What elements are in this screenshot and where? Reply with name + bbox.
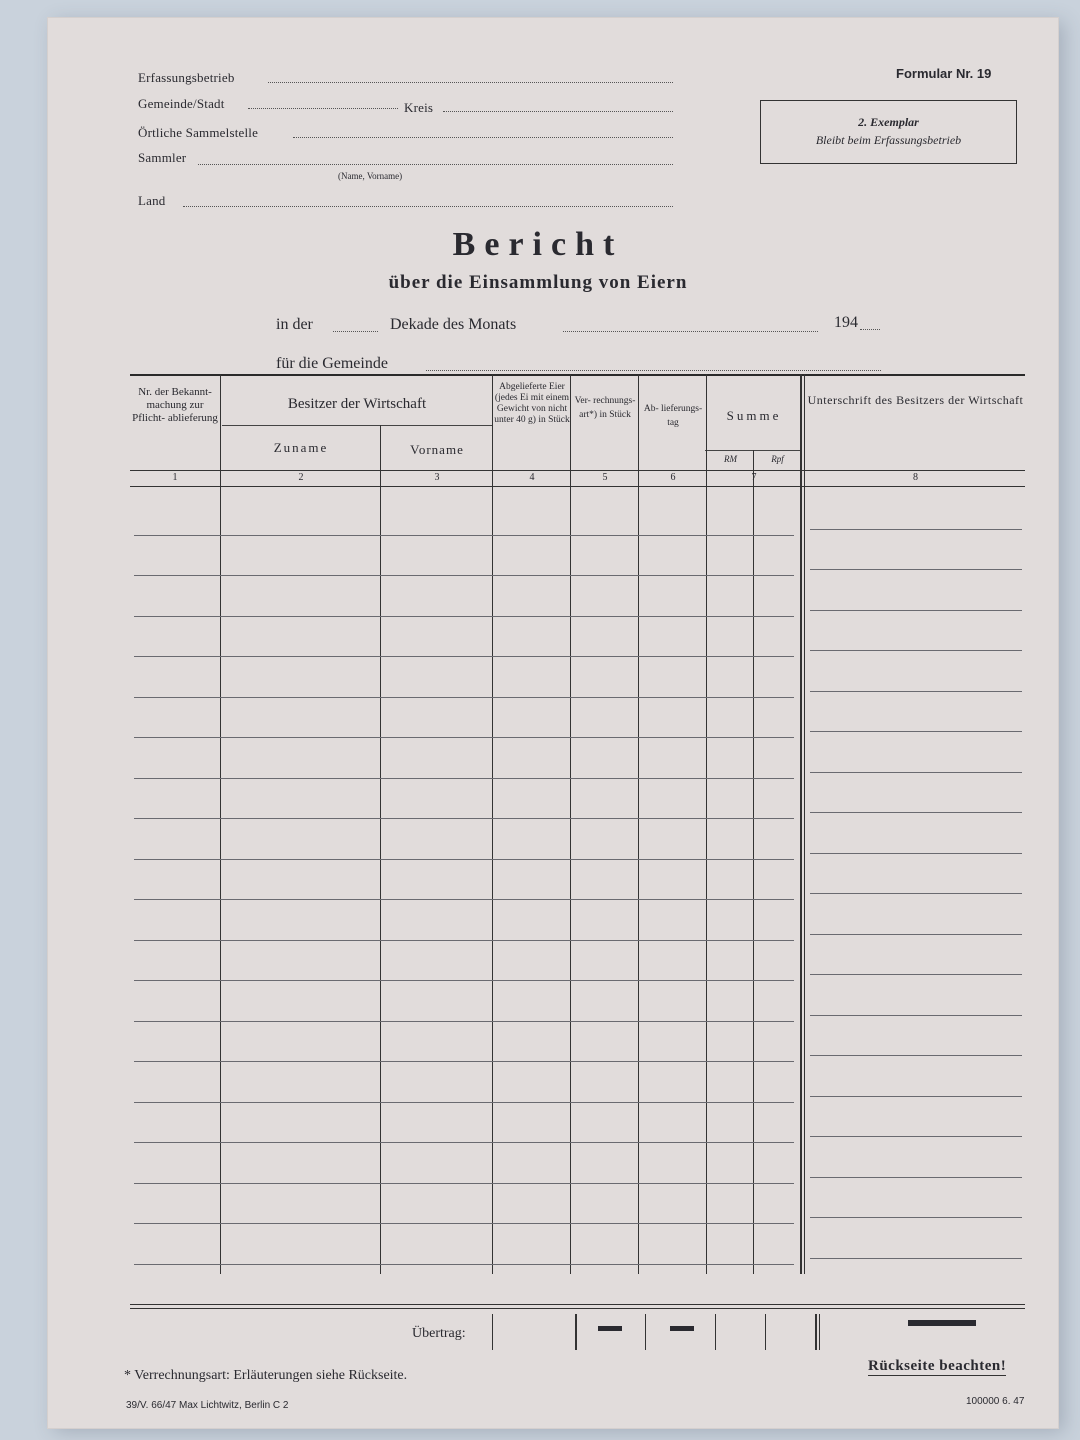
signature-row-line (810, 772, 1022, 773)
table-row-line (134, 1061, 794, 1062)
field-label-kreis: Kreis (404, 100, 434, 115)
ubertrag-label: Übertrag: (412, 1326, 466, 1341)
label-in-der: in der (276, 316, 313, 333)
field-line-year[interactable] (860, 329, 880, 330)
table-row-line (134, 1223, 794, 1224)
signature-row-line (810, 569, 1022, 570)
signature-row-line (810, 812, 1022, 813)
colnum-5: 5 (602, 472, 608, 483)
table-row-line (134, 1264, 794, 1265)
table-row-line (134, 1021, 794, 1022)
ubertrag-mark-5 (598, 1326, 622, 1331)
table-row-line (134, 980, 794, 981)
print-run: 100000 6. 47 (966, 1396, 1025, 1407)
field-line-sammler[interactable] (198, 164, 673, 165)
label-gemeinde: für die Gemeinde (276, 355, 388, 372)
colnum-4: 4 (529, 472, 535, 483)
field-line-kreis[interactable] (443, 111, 673, 112)
field-line-land[interactable] (183, 206, 673, 207)
signature-row-line (810, 1258, 1022, 1259)
colnum-2: 2 (298, 472, 304, 483)
colnum-7: 7 (751, 472, 757, 483)
header-besitzer: Besitzer der Wirtschaft (287, 396, 427, 412)
signature-row-line (810, 1217, 1022, 1218)
colnum-6: 6 (670, 472, 676, 483)
field-label-erfassungsbetrieb: Erfassungsbetrieb (138, 70, 235, 85)
colnum-1: 1 (172, 472, 178, 483)
field-line-monat[interactable] (563, 331, 818, 332)
signature-row-line (810, 934, 1022, 935)
table-body[interactable] (130, 486, 1025, 1276)
table-row-line (134, 1183, 794, 1184)
header-ablieferungstag: Ab- lieferungs- tag (643, 404, 703, 428)
colnum-3: 3 (434, 472, 440, 483)
signature-row-line (810, 853, 1022, 854)
form-number: Formular Nr. 19 (896, 66, 992, 81)
signature-row-line (810, 691, 1022, 692)
footnote-verrechnungsart: * Verrechnungsart: Erläuterungen siehe Rückseite. (124, 1368, 408, 1383)
ubertrag-row (130, 1314, 1025, 1354)
printer-imprint: 39/V. 66/47 Max Lichtwitz, Berlin C 2 (126, 1400, 289, 1411)
field-label-sammelstelle: Örtliche Sammelstelle (138, 125, 259, 140)
form-sheet (48, 18, 1058, 1428)
header-nr-bekanntmachung: Nr. der Bekannt- machung zur Pflicht- ablieferung (132, 386, 218, 424)
table-row-line (134, 656, 794, 657)
header-verrechnungsart: Ver- rechnungs- art*) in Stück (574, 396, 636, 420)
signature-row-line (810, 610, 1022, 611)
header-summe-rpf: Rpf (771, 454, 784, 464)
field-line-erfassungsbetrieb[interactable] (268, 82, 673, 83)
signature-row-line (810, 893, 1022, 894)
field-line-dekade[interactable] (333, 331, 378, 332)
ubertrag-mark-6 (670, 1326, 694, 1331)
table-row-line (134, 575, 794, 576)
signature-row-line (810, 1015, 1022, 1016)
report-table (130, 374, 1025, 1334)
colnum-8: 8 (913, 472, 918, 483)
table-row-line (134, 616, 794, 617)
field-label-land: Land (138, 193, 166, 208)
field-label-sammler: Sammler (138, 150, 187, 165)
header-unterschrift: Unterschrift des Besitzers der Wirtschaft (807, 393, 1024, 407)
header-zuname: Zuname (273, 440, 329, 455)
ubertrag-mark-8 (908, 1320, 976, 1326)
signature-row-line (810, 1096, 1022, 1097)
table-row-line (134, 818, 794, 819)
exemplar-box (760, 100, 1017, 164)
signature-row-line (810, 650, 1022, 651)
table-row-line (134, 859, 794, 860)
exemplar-line1: 2. Exemplar (858, 115, 919, 129)
signature-row-line (810, 731, 1022, 732)
table-row-line (134, 535, 794, 536)
header-summe-rm: RM (724, 454, 737, 464)
header-eier: Abgelieferte Eier (jedes Ei mit einem Gewicht von nicht unter 40 g) in Stück (494, 382, 570, 425)
table-row-line (134, 697, 794, 698)
table-row-line (134, 778, 794, 779)
signature-row-line (810, 974, 1022, 975)
signature-row-line (810, 1055, 1022, 1056)
header-summe: Summe (726, 408, 782, 423)
field-line-gemeinde[interactable] (248, 108, 398, 109)
label-year: 194 (834, 314, 858, 331)
signature-row-line (810, 1136, 1022, 1137)
field-line-sammelstelle[interactable] (293, 137, 673, 138)
page-title: Bericht (452, 226, 624, 263)
field-label-gemeinde: Gemeinde/Stadt (138, 96, 225, 111)
name-hint: (Name, Vorname) (338, 171, 403, 181)
header-vorname: Vorname (410, 442, 464, 457)
table-row-line (134, 899, 794, 900)
label-dekade: Dekade des Monats (390, 316, 517, 333)
table-row-line (134, 737, 794, 738)
page-subtitle: über die Einsammlung von Eiern (388, 272, 688, 293)
back-note: Rückseite beachten! (868, 1358, 1007, 1374)
signature-row-line (810, 529, 1022, 530)
field-line-gemeinde-name[interactable] (426, 370, 881, 371)
table-row-line (134, 940, 794, 941)
table-row-line (134, 1102, 794, 1103)
exemplar-line2: Bleibt beim Erfassungsbetrieb (815, 133, 962, 147)
signature-row-line (810, 1177, 1022, 1178)
table-row-line (134, 1142, 794, 1143)
